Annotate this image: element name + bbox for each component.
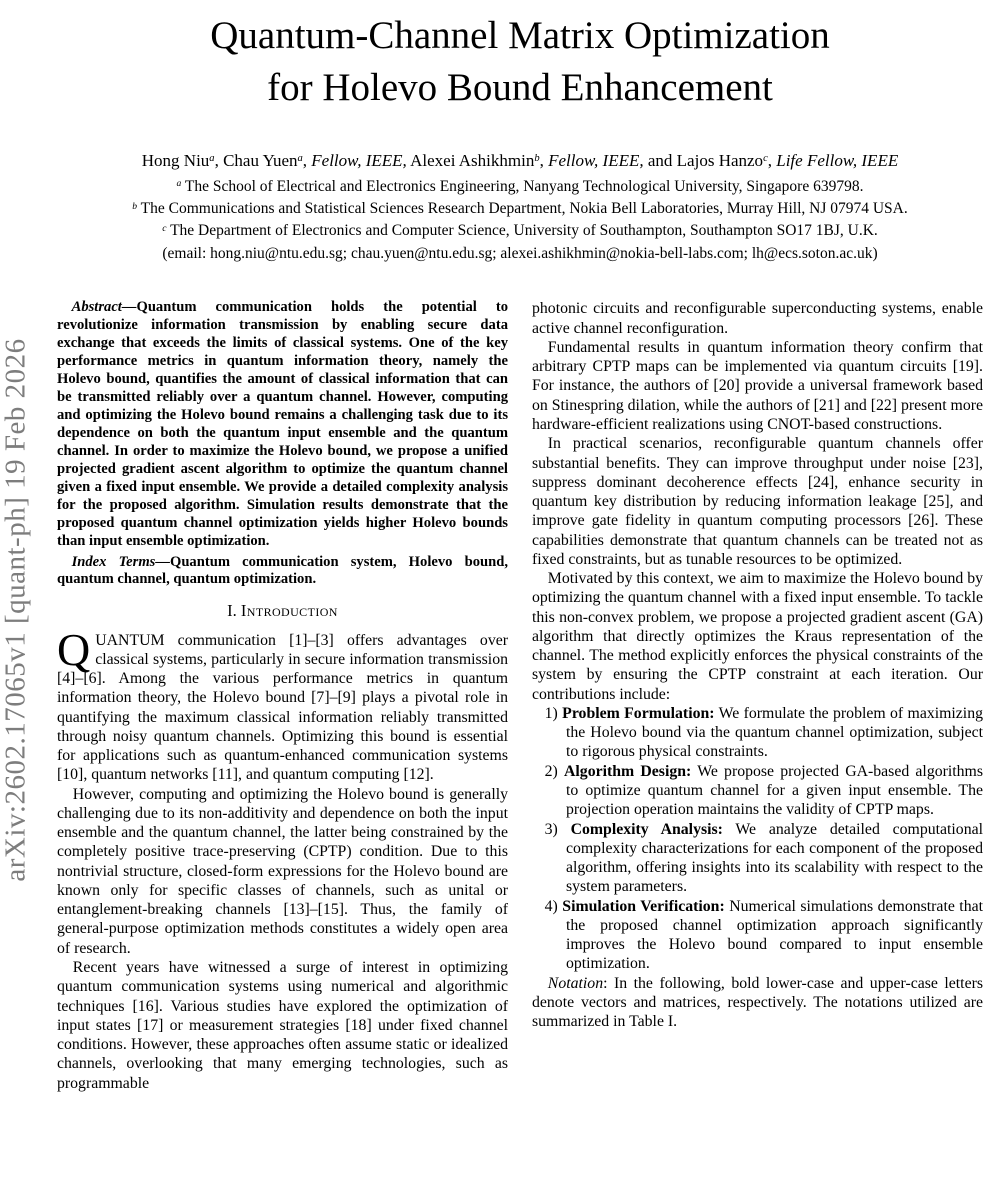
paper-title-line1: Quantum-Channel Matrix Optimization (210, 14, 830, 57)
intro-paragraph-2: However, computing and optimizing the Holevo bound is generally challenging due to its non-additivity and dependence on both the input ensemble and the quantum channel, the latter being constrained by the completely positive trace-preserving (CPTP) condition. Due to this nontrivial structure, closed-form expressions for the Holevo bound are known only for specific classes of channels, such as unital or entanglement-breaking channels [13]–[15]. Thus, the family of general-purpose optimization methods constitutes a widely open area of research. (57, 785, 508, 957)
contribution-number-3: 3) (544, 820, 558, 838)
author-fellow-title-1: Fellow, IEEE, (311, 150, 407, 170)
contribution-item-1 (532, 704, 983, 762)
affil-marker-c: c (162, 223, 167, 235)
arxiv-watermark-text: arXiv:2602.17065v1 [quant-ph] 19 Feb 2026 (0, 338, 32, 882)
contribution-label-2: Algorithm Design: (564, 762, 692, 780)
index-terms-paragraph (57, 554, 508, 590)
two-column-body (57, 299, 983, 1093)
index-terms-label: Index Terms— (71, 553, 170, 570)
contribution-label-4: Simulation Verification: (562, 897, 725, 915)
intro-p1-lead: UANTUM (95, 631, 165, 649)
author-name-2: Chau Yuen (223, 150, 298, 170)
intro-paragraph-5: In practical scenarios, reconfigurable quantum channels offer substantial benefits. They can improve throughput under noise [23], suppress dominant decoherence effects [24], enhance security in quantum key distribution by reducing information leakage [25], and improve gate fidelity in quantum computing processors [26]. These capabilities demonstrate that quantum channels can be treated not as fixed constraints, but as tunable resources to be optimized. (532, 435, 983, 568)
intro-paragraph-1 (57, 623, 508, 785)
paper-content (57, 0, 983, 1093)
intro-paragraph-3-continued: photonic circuits and reconfigurable superconducting systems, enable active channel reconfiguration. (532, 300, 983, 337)
contribution-text-1: We formulate the problem of maximizing the Holevo bound via the quantum channel optimization, subject to rigorous physical constraints. (565, 704, 983, 761)
contribution-item-4 (532, 897, 983, 974)
contribution-text-3: We analyze detailed computational complexity characterizations for each component of the proposed algorithm, offering insights into its scalability with respect to the system parameters. (565, 820, 983, 896)
author-fellow-title-2: Fellow, IEEE, (548, 150, 644, 170)
intro-paragraph-6: Motivated by this context, we aim to maximize the Holevo bound by optimizing the quantum channel with a fixed input ensemble. To tackle this non-convex problem, we propose a projected gradient ascent (GA) algorithm that directly optimizes the Kraus representation of the channel. The method explicitly enforces the physical constraints of the system by ensuring the CPTP constraint at each iteration. Our contributions include: (532, 570, 984, 703)
contribution-text-4: Numerical simulations demonstrate that the proposed channel optimization approach significantly improves the Holevo bound compared to input ensemble optimization. (565, 897, 983, 973)
contribution-label-1: Problem Formulation: (562, 704, 715, 722)
contribution-text-2: We propose projected GA-based algorithms to optimize quantum channel for a given input ensemble. The projection operation maintains the validity of CPTP maps. (565, 762, 983, 819)
affil-text-c: The Department of Electronics and Computer Science, University of Southampton, Southampton SO17 1BJ, U.K. (166, 222, 878, 240)
author-name-1: Hong Niu (141, 150, 210, 170)
author-separator: , (302, 150, 312, 170)
affil-marker-a: a (176, 178, 182, 190)
index-terms-text: Quantum communication system, Holevo bound, quantum channel, quantum optimization. (57, 553, 508, 588)
abstract-paragraph (57, 299, 508, 550)
contribution-number-1: 1) (544, 704, 558, 722)
notation-label: Notation (547, 974, 604, 992)
section-heading-introduction (57, 601, 508, 621)
contribution-item-2 (532, 762, 983, 820)
left-column (57, 299, 508, 1093)
author-affil-marker-3: b (534, 152, 540, 164)
author-separator: and (643, 150, 677, 170)
contribution-number-2: 2) (544, 762, 558, 780)
affiliation-b (57, 198, 983, 220)
affiliation-block (57, 176, 983, 266)
email-line: (email: hong.niu@ntu.edu.sg; chau.yuen@ntu.edu.sg; alexei.ashikhmin@nokia-bell-labs.com; lh@ecs.soton.ac.uk) (162, 244, 878, 262)
notation-paragraph (532, 974, 983, 1032)
affil-text-a: The School of Electrical and Electronics Engineering, Nanyang Technological University, Singapore 639798. (181, 177, 864, 195)
affiliation-c (57, 220, 983, 242)
paper-title (57, 0, 983, 115)
intro-p1-text: communication [1]–[3] offers advantages over classical systems, particularly in secure information transmission [4]–[6]. Among the various performance metrics in quantum information theory, the Holevo bound [7]–[9] plays a pivotal role in quantifying the maximum classical information reliably transmitted through noisy quantum channels. Optimizing this bound is essential for applications such as quantum-enhanced communication systems [10], quantum networks [11], and quantum computing [12]. (57, 631, 508, 784)
author-fellow-title-3: Life Fellow, IEEE (776, 150, 899, 170)
author-separator: , (214, 150, 224, 170)
author-name-3: Alexei Ashikhmin (410, 150, 535, 170)
section-number: I. (227, 601, 237, 621)
paper-title-line2: for Holevo Bound Enhancement (267, 66, 773, 110)
author-affil-marker-4: c (763, 152, 768, 164)
contribution-list (532, 704, 983, 974)
author-affil-marker-1: a (209, 152, 215, 164)
contribution-label-3: Complexity Analysis: (570, 820, 723, 838)
author-separator: , (767, 150, 777, 170)
notation-text: : In the following, bold lower-case and upper-case letters denote vectors and matrices, respectively. The notations utilized are summarized in Table I. (532, 974, 983, 1031)
section-title: Introduction (240, 601, 338, 621)
contribution-number-4: 4) (544, 897, 558, 915)
intro-paragraph-4: Fundamental results in quantum information theory confirm that arbitrary CPTP maps can be implemented via quantum circuits [19]. For instance, the authors of [20] provide a universal framework based on Stinespring dilation, while the authors of [21] and [22] present more hardware-efficient realizations using CNOT-based constructions. (532, 338, 983, 433)
intro-paragraph-3: Recent years have witnessed a surge of interest in optimizing quantum communication systems using numerical and algorithmic techniques [16]. Various studies have explored the optimization of input states [17] or measurement strategies [18] under fixed channel conditions. However, these approaches often assume static or idealized channels, overlooking that many emerging technologies, such as programmable (57, 959, 508, 1092)
affil-marker-b: b (132, 200, 138, 212)
author-separator: , (539, 150, 549, 170)
author-affil-marker-2: a (297, 152, 303, 164)
affil-text-b: The Communications and Statistical Sciences Research Department, Nokia Bell Laboratories, Murray Hill, NJ 07974 USA. (137, 199, 908, 217)
dropcap-q: Q (57, 623, 91, 675)
abstract-text: Quantum communication holds the potential to revolutionize information transmission by enabling secure data exchange that exceeds the limits of classical systems. One of the key performance metrics in quantum information theory, namely the Holevo bound, quantifies the amount of classical information that can be transmitted reliably over a quantum channel. However, computing and optimizing the Holevo bound remains a challenging task due to its dependence on both the quantum input ensemble and the quantum channel. In order to maximize the Holevo bound, we propose a unified projected gradient ascent algorithm to optimize the quantum channel given a fixed input ensemble. We provide a detailed complexity analysis for the proposed algorithm. Simulation results demonstrate that the proposed quantum channel optimization yields higher Holevo bounds than input ensemble optimization. (57, 299, 508, 549)
author-name-4: Lajos Hanzo (676, 150, 764, 170)
affiliation-a (57, 176, 983, 198)
abstract-label: Abstract— (71, 299, 137, 316)
contribution-item-3 (532, 820, 983, 897)
right-column (532, 299, 983, 1093)
author-line (57, 151, 983, 171)
